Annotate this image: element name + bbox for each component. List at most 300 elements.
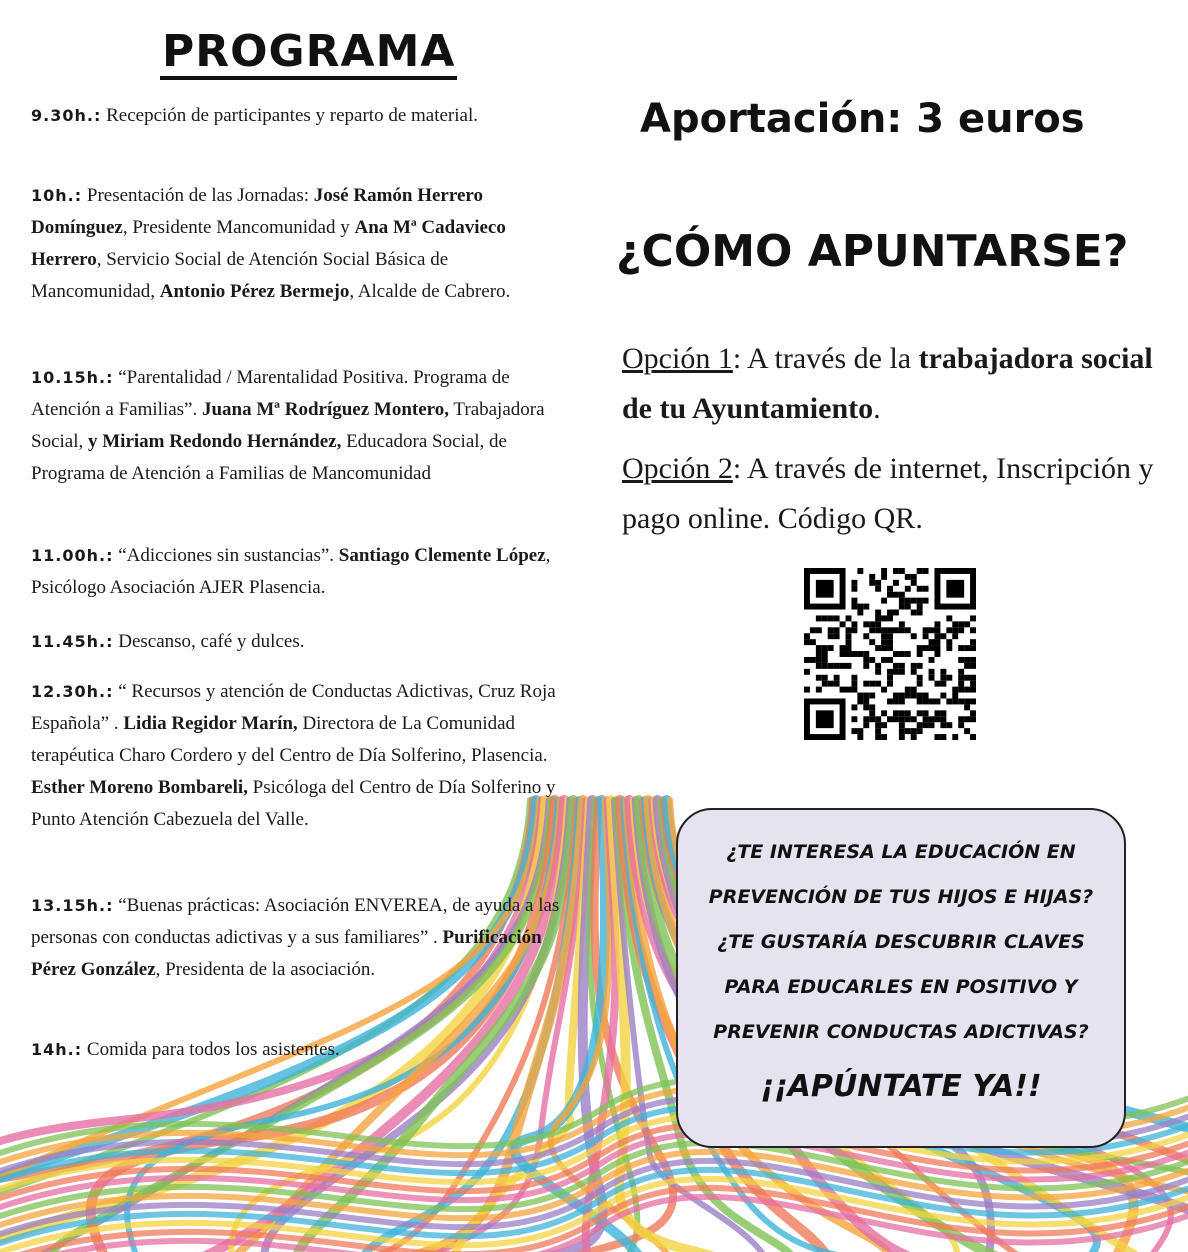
qr-module bbox=[964, 728, 970, 734]
item-time: 10.15h.: bbox=[31, 368, 114, 387]
qr-module bbox=[929, 698, 935, 704]
qr-module bbox=[952, 621, 958, 627]
qr-module bbox=[828, 681, 834, 687]
qr-module bbox=[911, 574, 917, 580]
qr-module bbox=[804, 657, 810, 663]
qr-module bbox=[929, 645, 935, 651]
qr-module bbox=[893, 698, 899, 704]
qr-module bbox=[923, 598, 929, 604]
qr-module bbox=[911, 633, 917, 639]
qr-module bbox=[899, 728, 905, 734]
qr-module bbox=[851, 580, 857, 586]
qr-module bbox=[958, 681, 964, 687]
qr-module bbox=[816, 675, 822, 681]
qr-module bbox=[863, 657, 869, 663]
qr-module bbox=[851, 651, 857, 657]
qr-module bbox=[970, 675, 976, 681]
qr-module bbox=[934, 698, 940, 704]
qr-code-icon[interactable] bbox=[804, 568, 976, 740]
promo-question-2: ¿TE GUSTARÍA DESCUBRIR CLAVES PARA EDUCARLES EN POSITIVO Y PREVENIR CONDUCTAS ADICTIVAS? bbox=[713, 931, 1089, 1043]
qr-module bbox=[875, 610, 881, 616]
qr-module bbox=[869, 710, 875, 716]
qr-module bbox=[905, 687, 911, 693]
qr-module bbox=[923, 722, 929, 728]
qr-module bbox=[970, 615, 976, 621]
qr-module bbox=[869, 627, 875, 633]
qr-module bbox=[881, 710, 887, 716]
qr-module bbox=[899, 651, 905, 657]
qr-module bbox=[917, 675, 923, 681]
qr-module bbox=[893, 651, 899, 657]
option-2: Opción 2: A través de internet, Inscripción y pago online. Código QR. bbox=[622, 452, 1154, 535]
qr-module bbox=[875, 586, 881, 592]
qr-module bbox=[828, 627, 834, 633]
qr-module bbox=[869, 716, 875, 722]
qr-module bbox=[923, 627, 929, 633]
qr-module bbox=[929, 722, 935, 728]
qr-module bbox=[875, 728, 881, 734]
qr-module bbox=[917, 598, 923, 604]
qr-module bbox=[875, 734, 881, 740]
qr-module bbox=[905, 627, 911, 633]
qr-module bbox=[899, 698, 905, 704]
schedule-item: 11.45h.: Descanso, café y dulces. bbox=[31, 631, 305, 652]
qr-module bbox=[952, 687, 958, 693]
qr-module bbox=[828, 633, 834, 639]
qr-module bbox=[869, 639, 875, 645]
qr-module bbox=[887, 592, 893, 598]
qr-module bbox=[964, 645, 970, 651]
qr-module bbox=[905, 716, 911, 722]
speaker-name: José Ramón Herrero Domínguez bbox=[31, 185, 483, 238]
aportacion-heading: Aportación: 3 euros bbox=[640, 96, 1085, 142]
qr-module bbox=[946, 645, 952, 651]
qr-module bbox=[911, 728, 917, 734]
qr-module bbox=[857, 568, 863, 574]
qr-module bbox=[875, 663, 881, 669]
qr-module bbox=[899, 621, 905, 627]
qr-module bbox=[846, 663, 852, 669]
qr-module bbox=[851, 604, 857, 610]
qr-module bbox=[804, 639, 810, 645]
qr-module bbox=[846, 627, 852, 633]
qr-module bbox=[958, 716, 964, 722]
item-text: Recepción de participantes y reparto de material. bbox=[101, 105, 479, 126]
qr-module bbox=[940, 710, 946, 716]
qr-module bbox=[857, 734, 863, 740]
qr-module bbox=[946, 675, 952, 681]
qr-module bbox=[881, 734, 887, 740]
qr-module bbox=[934, 710, 940, 716]
qr-module bbox=[952, 633, 958, 639]
qr-module bbox=[863, 651, 869, 657]
qr-module bbox=[964, 687, 970, 693]
qr-module bbox=[881, 568, 887, 574]
qr-module bbox=[940, 681, 946, 687]
qr-module bbox=[869, 621, 875, 627]
qr-module bbox=[958, 627, 964, 633]
qr-module bbox=[875, 669, 881, 675]
qr-module bbox=[804, 633, 810, 639]
qr-module bbox=[946, 639, 952, 645]
como-apuntarse-heading: ¿CÓMO APUNTARSE? bbox=[616, 226, 1129, 277]
qr-module bbox=[958, 675, 964, 681]
qr-module bbox=[970, 710, 976, 716]
qr-module bbox=[810, 639, 816, 645]
schedule-item: 11.00h.: “Adicciones sin sustancias”. Santiago Clemente López, Psicólogo Asociación AJER Plasencia. bbox=[31, 545, 551, 598]
promo-cta: ¡¡APÚNTATE YA!! bbox=[760, 1069, 1042, 1104]
qr-module bbox=[887, 586, 893, 592]
qr-module bbox=[911, 610, 917, 616]
qr-module bbox=[970, 734, 976, 740]
qr-module bbox=[810, 627, 816, 633]
qr-module bbox=[917, 604, 923, 610]
qr-module bbox=[899, 627, 905, 633]
qr-module bbox=[970, 627, 976, 633]
qr-module bbox=[929, 627, 935, 633]
speaker-name: Antonio Pérez Bermejo bbox=[159, 281, 350, 302]
qr-module bbox=[863, 704, 869, 710]
item-time: 14h.: bbox=[31, 1040, 83, 1059]
qr-module bbox=[863, 722, 869, 728]
qr-module bbox=[869, 580, 875, 586]
qr-module bbox=[952, 734, 958, 740]
item-time: 11.45h.: bbox=[31, 632, 114, 651]
qr-module bbox=[923, 698, 929, 704]
qr-module bbox=[970, 681, 976, 687]
qr-module bbox=[846, 651, 852, 657]
qr-module bbox=[875, 627, 881, 633]
qr-module bbox=[875, 615, 881, 621]
qr-module bbox=[834, 675, 840, 681]
qr-module bbox=[840, 663, 846, 669]
qr-module bbox=[875, 580, 881, 586]
speaker-name: Esther Moreno Bombareli, bbox=[31, 777, 248, 798]
qr-module bbox=[851, 681, 857, 687]
qr-module bbox=[899, 734, 905, 740]
qr-module bbox=[899, 568, 905, 574]
qr-module bbox=[899, 669, 905, 675]
qr-module bbox=[822, 651, 828, 657]
qr-module bbox=[822, 681, 828, 687]
qr-module bbox=[816, 627, 822, 633]
qr-module bbox=[917, 663, 923, 669]
qr-module bbox=[881, 657, 887, 663]
qr-module bbox=[851, 586, 857, 592]
qr-module bbox=[917, 710, 923, 716]
qr-module bbox=[923, 568, 929, 574]
qr-module bbox=[887, 627, 893, 633]
qr-module bbox=[875, 681, 881, 687]
qr-module bbox=[940, 669, 946, 675]
qr-module bbox=[940, 734, 946, 740]
qr-module bbox=[911, 580, 917, 586]
qr-module bbox=[964, 675, 970, 681]
qr-module bbox=[911, 663, 917, 669]
qr-module bbox=[857, 651, 863, 657]
qr-module bbox=[934, 633, 940, 639]
qr-module bbox=[887, 681, 893, 687]
qr-module bbox=[887, 657, 893, 663]
qr-module bbox=[970, 687, 976, 693]
option-1-label: Opción 1 bbox=[622, 342, 733, 375]
qr-module bbox=[905, 651, 911, 657]
qr-module bbox=[917, 645, 923, 651]
qr-module bbox=[857, 610, 863, 616]
qr-module bbox=[881, 598, 887, 604]
qr-module bbox=[828, 645, 834, 651]
option-2-label: Opción 2 bbox=[622, 452, 733, 485]
qr-module bbox=[923, 586, 929, 592]
qr-module bbox=[828, 615, 834, 621]
qr-module bbox=[893, 610, 899, 616]
qr-module bbox=[851, 675, 857, 681]
qr-module bbox=[840, 651, 846, 657]
qr-module bbox=[958, 645, 964, 651]
qr-finder bbox=[816, 710, 834, 728]
qr-module bbox=[946, 615, 952, 621]
qr-module bbox=[899, 722, 905, 728]
qr-module bbox=[911, 687, 917, 693]
qr-module bbox=[875, 716, 881, 722]
option-1-bold: trabajadora social de tu Ayuntamiento bbox=[622, 342, 1153, 425]
qr-module bbox=[946, 722, 952, 728]
qr-module bbox=[834, 663, 840, 669]
qr-module bbox=[846, 615, 852, 621]
speaker-name: Purificación Pérez González bbox=[31, 927, 542, 980]
qr-module bbox=[816, 645, 822, 651]
qr-module bbox=[869, 693, 875, 699]
qr-module bbox=[869, 657, 875, 663]
qr-module bbox=[940, 716, 946, 722]
qr-module bbox=[869, 681, 875, 687]
qr-module bbox=[970, 698, 976, 704]
qr-module bbox=[970, 639, 976, 645]
qr-module bbox=[834, 627, 840, 633]
qr-module bbox=[952, 693, 958, 699]
option-1: Opción 1: A través de la trabajadora social de tu Ayuntamiento. bbox=[622, 342, 1153, 425]
qr-module bbox=[816, 615, 822, 621]
speaker-name: Ana Mª Cadavieco Herrero bbox=[31, 217, 506, 270]
qr-module bbox=[887, 633, 893, 639]
qr-module bbox=[952, 627, 958, 633]
qr-module bbox=[934, 627, 940, 633]
qr-module bbox=[940, 693, 946, 699]
qr-module bbox=[887, 716, 893, 722]
qr-module bbox=[893, 568, 899, 574]
qr-module bbox=[899, 716, 905, 722]
item-time: 12.30h.: bbox=[31, 682, 114, 701]
schedule-item: 10h.: Presentación de las Jornadas: José Ramón Herrero Domínguez, Presidente Mancomunidad y Ana Mª Cadavieco Herrero, Servicio Social de Atención Social Básica de Mancomunidad, Antonio Pérez Bermejo, Alcalde de Cabrero. bbox=[31, 185, 511, 302]
qr-module bbox=[851, 704, 857, 710]
qr-module bbox=[822, 663, 828, 669]
qr-module bbox=[846, 645, 852, 651]
qr-module bbox=[804, 669, 810, 675]
qr-module bbox=[905, 710, 911, 716]
qr-module bbox=[893, 716, 899, 722]
qr-module bbox=[964, 621, 970, 627]
qr-module bbox=[958, 621, 964, 627]
qr-module bbox=[923, 693, 929, 699]
speaker-name: Santiago Clemente López bbox=[338, 545, 546, 566]
qr-module bbox=[881, 645, 887, 651]
qr-finder bbox=[946, 580, 964, 598]
qr-module bbox=[958, 687, 964, 693]
qr-module bbox=[970, 645, 976, 651]
qr-module bbox=[946, 698, 952, 704]
qr-module bbox=[863, 698, 869, 704]
qr-module bbox=[964, 698, 970, 704]
speaker-name: Lidia Regidor Marín, bbox=[123, 713, 298, 734]
qr-module bbox=[863, 716, 869, 722]
qr-module bbox=[869, 704, 875, 710]
qr-module bbox=[834, 615, 840, 621]
qr-module bbox=[822, 645, 828, 651]
schedule-item: 10.15h.: “Parentalidad / Marentalidad Positiva. Programa de Atención a Familias”. Juana Mª Rodríguez Montero, Trabajadora Social, y Miriam Redondo Hernández, Educadora Social, de Programa de Atención a Familias de Mancomunidad bbox=[31, 367, 545, 484]
qr-module bbox=[887, 645, 893, 651]
qr-module bbox=[893, 592, 899, 598]
qr-module bbox=[934, 651, 940, 657]
qr-module bbox=[940, 675, 946, 681]
programa-title: PROGRAMA bbox=[160, 28, 457, 80]
qr-module bbox=[905, 728, 911, 734]
qr-module bbox=[899, 663, 905, 669]
qr-module bbox=[834, 633, 840, 639]
qr-module bbox=[929, 716, 935, 722]
qr-module bbox=[917, 698, 923, 704]
qr-module bbox=[822, 615, 828, 621]
qr-module bbox=[958, 698, 964, 704]
item-time: 9.30h.: bbox=[31, 106, 102, 125]
qr-module bbox=[840, 621, 846, 627]
qr-module bbox=[923, 633, 929, 639]
qr-module bbox=[893, 710, 899, 716]
qr-finder bbox=[816, 580, 834, 598]
qr-module bbox=[881, 639, 887, 645]
qr-module bbox=[846, 633, 852, 639]
qr-module bbox=[863, 693, 869, 699]
qr-module bbox=[887, 610, 893, 616]
schedule-item: 12.30h.: “ Recursos y atención de Conductas Adictivas, Cruz Roja Española” . Lidia Regidor Marín, Directora de La Comunidad terapéutica Charo Cordero y del Centro de Día Solferino, Plasencia. Esther Moreno Bombareli, Psicóloga del Centro de Día Solferino y Punto Atención Cabezuela del Valle. bbox=[31, 681, 556, 830]
qr-module bbox=[863, 633, 869, 639]
qr-module bbox=[881, 722, 887, 728]
qr-module bbox=[964, 716, 970, 722]
qr-module bbox=[881, 574, 887, 580]
qr-module bbox=[875, 621, 881, 627]
qr-module bbox=[934, 645, 940, 651]
qr-module bbox=[816, 663, 822, 669]
qr-module bbox=[863, 681, 869, 687]
qr-module bbox=[958, 657, 964, 663]
qr-module bbox=[851, 627, 857, 633]
qr-module bbox=[881, 615, 887, 621]
qr-module bbox=[881, 633, 887, 639]
qr-module bbox=[905, 598, 911, 604]
qr-module bbox=[816, 651, 822, 657]
qr-module bbox=[887, 639, 893, 645]
qr-module bbox=[828, 663, 834, 669]
qr-module bbox=[840, 687, 846, 693]
qr-module bbox=[875, 645, 881, 651]
qr-module bbox=[958, 669, 964, 675]
qr-module bbox=[964, 663, 970, 669]
qr-module bbox=[899, 710, 905, 716]
qr-module bbox=[893, 693, 899, 699]
qr-module bbox=[887, 669, 893, 675]
qr-module bbox=[934, 639, 940, 645]
qr-module bbox=[917, 651, 923, 657]
qr-module bbox=[970, 716, 976, 722]
item-time: 10h.: bbox=[31, 186, 83, 205]
qr-module bbox=[934, 716, 940, 722]
qr-module bbox=[923, 645, 929, 651]
qr-module bbox=[923, 710, 929, 716]
qr-module bbox=[917, 693, 923, 699]
qr-module bbox=[905, 586, 911, 592]
qr-module bbox=[934, 621, 940, 627]
qr-module bbox=[846, 639, 852, 645]
promo-question-1: ¿TE INTERESA LA EDUCACIÓN EN PREVENCIÓN DE TUS HIJOS E HIJAS? bbox=[708, 841, 1094, 908]
qr-module bbox=[875, 722, 881, 728]
qr-module bbox=[857, 698, 863, 704]
qr-module bbox=[923, 716, 929, 722]
qr-module bbox=[911, 693, 917, 699]
item-time: 11.00h.: bbox=[31, 546, 114, 565]
qr-module bbox=[857, 693, 863, 699]
schedule-item bbox=[31, 100, 567, 132]
qr-module bbox=[911, 734, 917, 740]
qr-module bbox=[911, 716, 917, 722]
qr-module bbox=[893, 669, 899, 675]
qr-module bbox=[863, 621, 869, 627]
schedule-item: 13.15h.: “Buenas prácticas: Asociación ENVEREA, de ayuda a las personas con conductas adictivas y a sus familiares” . Purificación Pérez González, Presidenta de la asociación. bbox=[31, 895, 560, 980]
qr-module bbox=[869, 574, 875, 580]
qr-module bbox=[810, 657, 816, 663]
qr-module bbox=[970, 657, 976, 663]
qr-module bbox=[834, 681, 840, 687]
qr-module bbox=[857, 604, 863, 610]
qr-module bbox=[946, 627, 952, 633]
qr-module bbox=[893, 580, 899, 586]
qr-module bbox=[804, 687, 810, 693]
qr-module bbox=[893, 627, 899, 633]
qr-module bbox=[917, 568, 923, 574]
qr-module bbox=[851, 728, 857, 734]
qr-module bbox=[822, 675, 828, 681]
qr-module bbox=[934, 681, 940, 687]
qr-module bbox=[857, 728, 863, 734]
qr-module bbox=[911, 598, 917, 604]
qr-module bbox=[929, 675, 935, 681]
qr-module bbox=[887, 698, 893, 704]
speaker-name: y Miriam Redondo Hernández, bbox=[88, 431, 342, 452]
schedule-item: 14h.: Comida para todos los asistentes. bbox=[31, 1039, 340, 1060]
qr-module bbox=[970, 663, 976, 669]
qr-module bbox=[851, 621, 857, 627]
qr-module bbox=[917, 586, 923, 592]
qr-module bbox=[964, 657, 970, 663]
qr-module bbox=[816, 687, 822, 693]
qr-module bbox=[851, 716, 857, 722]
qr-module bbox=[899, 598, 905, 604]
qr-module bbox=[893, 663, 899, 669]
qr-module bbox=[816, 657, 822, 663]
promo-box bbox=[676, 808, 1126, 1148]
qr-module bbox=[899, 693, 905, 699]
qr-module bbox=[851, 687, 857, 693]
qr-module bbox=[822, 657, 828, 663]
qr-module bbox=[899, 592, 905, 598]
